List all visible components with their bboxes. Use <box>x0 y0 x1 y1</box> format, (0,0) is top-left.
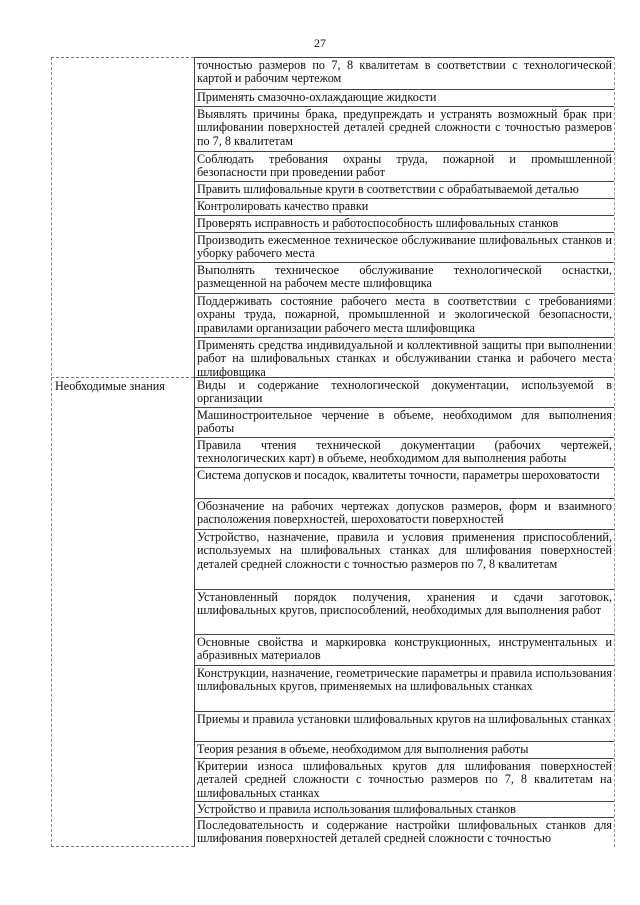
row-divider-22 <box>194 801 614 802</box>
row-5: Контролировать качество правки <box>197 200 369 213</box>
section-divider-left <box>51 377 194 378</box>
row-divider-4 <box>194 198 614 199</box>
row-10: Применять средства индивидуальной и коллективной защиты при выполнении работ на шлифовальных станках и обслуживании станка и рабочего места шлифовщика <box>197 339 612 379</box>
row-21: Теория резания в объеме, необходимом для выполнения работы <box>197 743 529 756</box>
row-11: Виды и содержание технологической документации, используемой в организации <box>197 379 612 406</box>
row-divider-3 <box>194 181 614 182</box>
row-divider-5 <box>194 215 614 216</box>
row-20: Приемы и правила установки шлифовальных кругов на шлифовальных станках <box>197 713 612 726</box>
row-divider-16 <box>194 589 614 590</box>
row-divider-15 <box>194 529 614 530</box>
row-divider-8 <box>194 293 614 294</box>
row-divider-2 <box>194 151 614 152</box>
row-divider-0 <box>194 89 614 90</box>
row-15: Обозначение на рабочих чертежах допусков размеров, форм и взаимного расположения поверхностей, шероховатости поверхностей <box>197 500 612 527</box>
row-23: Устройство и правила использования шлифовальных станков <box>197 803 516 816</box>
row-0: точностью размеров по 7, 8 квалитетам в соответствии с технологической картой и рабочим чертежом <box>197 59 612 86</box>
row-16: Устройство, назначение, правила и условия применения приспособлений, используемых на шлифовальных станках для шлифования поверхностей деталей средней сложности с точностью размеров по 7, 8 квалитетам <box>197 531 612 571</box>
row-14: Система допусков и посадок, квалитеты точности, параметры шероховатости <box>197 469 600 482</box>
row-divider-20 <box>194 741 614 742</box>
table-top-border-left <box>51 57 194 58</box>
row-6: Проверять исправность и работоспособность шлифовальных станков <box>197 217 559 230</box>
page-number: 27 <box>314 36 326 50</box>
row-divider-17 <box>194 634 614 635</box>
row-divider-12 <box>194 437 614 438</box>
row-divider-9 <box>194 337 614 338</box>
row-17: Установленный порядок получения, хранения и сдачи заготовок, шлифовальных кругов, приспособлений, необходимых для выполнения работ <box>197 591 612 618</box>
row-divider-23 <box>194 817 614 818</box>
row-divider-1 <box>194 106 614 107</box>
row-12: Машиностроительное черчение в объеме, необходимом для выполнения работы <box>197 409 612 436</box>
row-8: Выполнять техническое обслуживание технологической оснастки, размещенной на рабочем месте шлифовщика <box>197 264 612 291</box>
row-divider-10 <box>194 377 614 378</box>
row-18: Основные свойства и маркировка конструкционных, инструментальных и абразивных материалов <box>197 636 612 663</box>
row-2: Выявлять причины брака, предупреждать и устранять возможный брак при шлифовании поверхностей деталей средней сложности с точностью размеров по 7, 8 квалитетам <box>197 108 612 148</box>
row-1: Применять смазочно-охлаждающие жидкости <box>197 91 437 104</box>
row-divider-14 <box>194 498 614 499</box>
row-22: Критерии износа шлифовальных кругов для шлифования поверхностей деталей средней сложности с точностью размеров по 7, 8 квалитетам на шлифовальных станках <box>197 760 612 800</box>
table-column-divider <box>194 57 195 847</box>
row-divider-7 <box>194 262 614 263</box>
row-7: Производить ежесменное техническое обслуживание шлифовальных станков и уборку рабочего места <box>197 234 612 261</box>
row-divider-11 <box>194 407 614 408</box>
requirements-table <box>51 57 614 847</box>
knowledge-label: Необходимые знания <box>55 379 165 393</box>
table-border-left <box>51 57 52 847</box>
table-border-right <box>614 57 615 847</box>
row-19: Конструкции, назначение, геометрические параметры и правила использования шлифовальных кругов, применяемых на шлифовальных станках <box>197 667 612 694</box>
row-4: Править шлифовальные круги в соответствии с обрабатываемой деталью <box>197 183 579 196</box>
row-divider-21 <box>194 758 614 759</box>
table-bottom-border-left <box>51 846 194 847</box>
row-divider-18 <box>194 665 614 666</box>
row-13: Правила чтения технической документации (рабочих чертежей, технологических карт) в объеме, необходимом для выполнения работы <box>197 439 612 466</box>
row-9: Поддерживать состояние рабочего места в соответствии с требованиями охраны труда, пожарной, промышленной и экологической безопасности, правилами организации рабочего места шлифовщика <box>197 295 612 335</box>
row-divider-19 <box>194 711 614 712</box>
row-3: Соблюдать требования охраны труда, пожарной и промышленной безопасности при проведении работ <box>197 153 612 180</box>
row-24: Последовательность и содержание настройки шлифовальных станков для шлифования поверхностей деталей средней сложности с точностью <box>197 819 612 846</box>
row-divider-13 <box>194 467 614 468</box>
row-divider-6 <box>194 232 614 233</box>
table-top-border-right <box>194 57 614 58</box>
